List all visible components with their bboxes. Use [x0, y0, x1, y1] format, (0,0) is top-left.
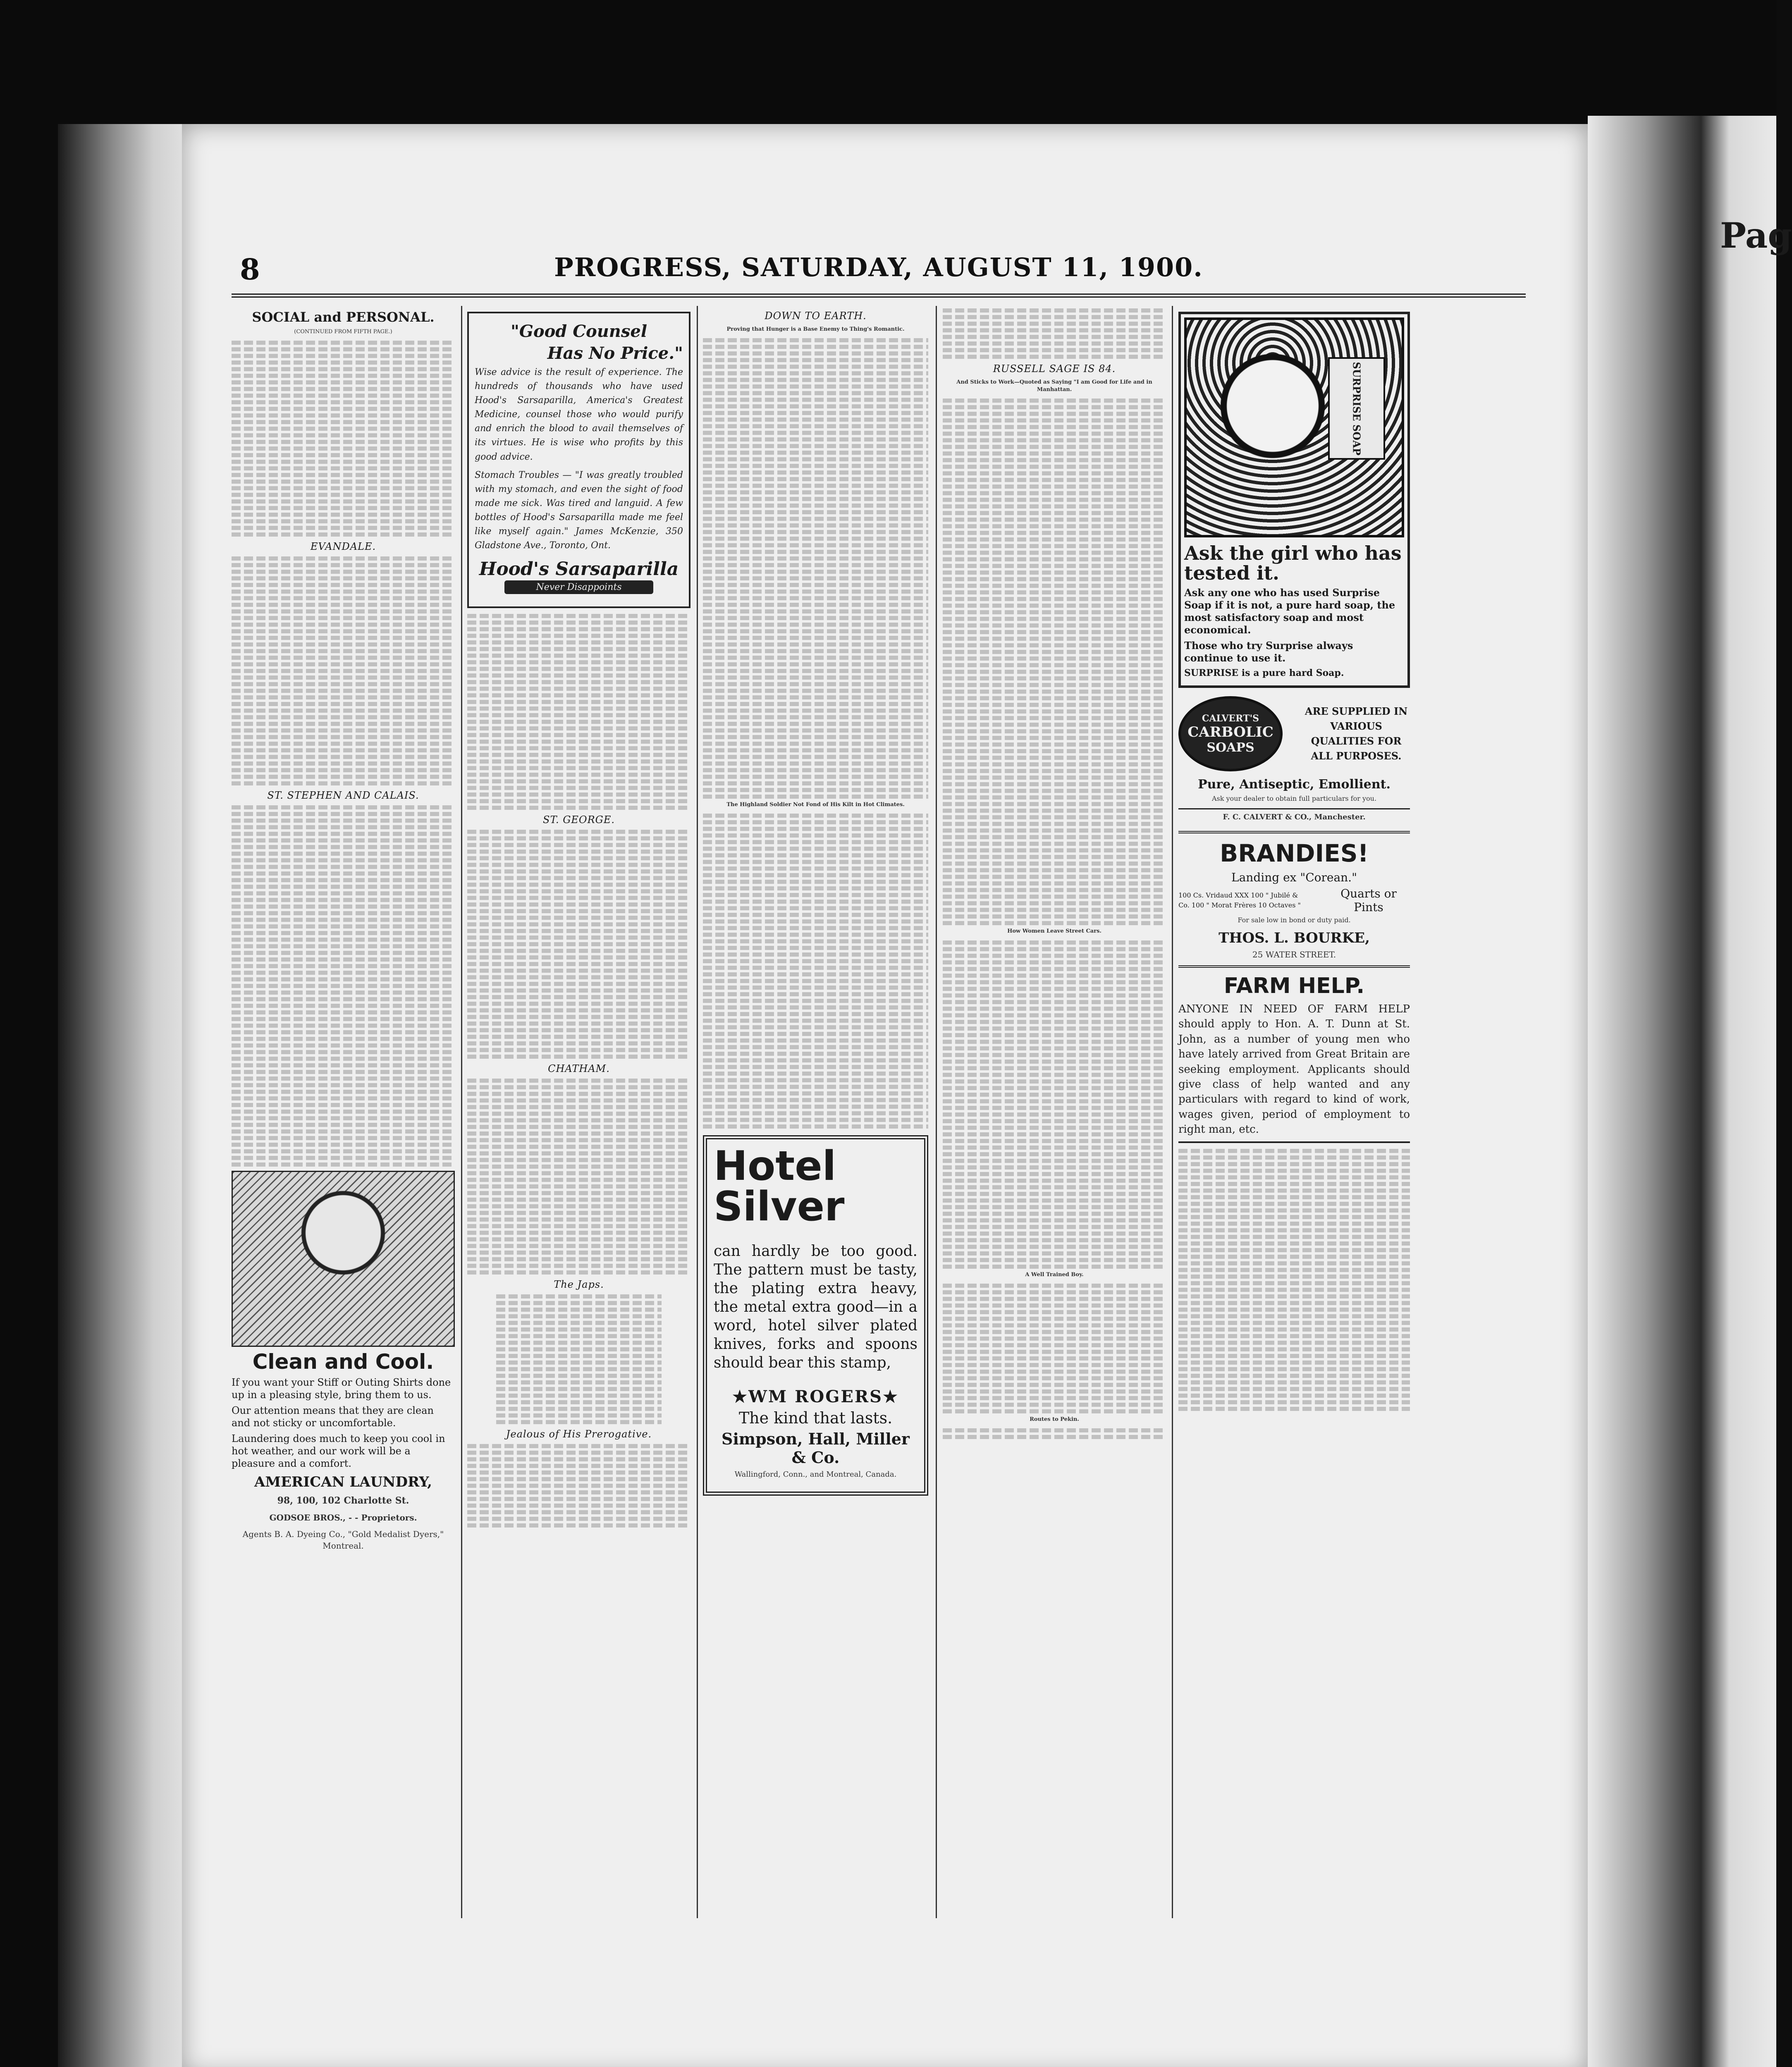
page-number: 8: [240, 252, 260, 286]
column-rule: [461, 306, 462, 1918]
article-subheading: And Sticks to Work—Quoted as Saying "I am Good for Life and in Manhattan.: [956, 379, 1152, 393]
hotel-silver-company: Simpson, Hall, Miller & Co.: [722, 1430, 910, 1467]
article-text-block: [943, 1428, 1166, 1439]
farm-help-ad: [1178, 965, 1410, 1137]
masthead: [232, 248, 1526, 298]
rogers-stamp: ★WM ROGERS★: [732, 1387, 899, 1407]
hoods-logo: Hood's Sarsaparilla: [479, 559, 679, 580]
scan-binding-right: [1588, 116, 1776, 2067]
laundry-proprietors: GODSOE BROS., - - Proprietors.: [269, 1513, 417, 1523]
laundry-illustration: [232, 1171, 455, 1347]
calvert-tagline: Pure, Antiseptic, Emollient.: [1198, 777, 1391, 792]
article-text-block: [467, 614, 691, 810]
article-heading-street-cars: How Women Leave Street Cars.: [1007, 928, 1101, 935]
soap-box-icon: [1328, 357, 1385, 460]
article-heading: RUSSELL SAGE IS 84.: [993, 363, 1116, 375]
page-content: [232, 248, 1526, 1935]
laundry-ad-body: Our attention means that they are clean and not sticky or uncomfortable.: [232, 1404, 434, 1429]
column-rule: [936, 306, 937, 1918]
soap-box-label: SURPRISE SOAP: [1350, 361, 1363, 456]
hoods-ad-testimonial: Stomach Troubles — "I was greatly troubled with my stomach, and even the sight of food made me sick. Was tired and languid. A few bottles of Hood's Sarsaparilla made me feel like myself again." James McKenzie, 350 Gladstone Ave., Toronto, Ont.: [475, 470, 683, 551]
calvert-logo: [1178, 696, 1283, 771]
newspaper-page: [182, 124, 1588, 2067]
article-text-block: [467, 830, 691, 1059]
column-rule: [1172, 306, 1173, 1918]
brandies-note: For sale low in bond or duty paid.: [1238, 916, 1351, 924]
brandies-quantity: Quarts or Pints: [1340, 886, 1397, 914]
hoods-logo-tagline: Never Disappoints: [504, 580, 654, 594]
surprise-soap-footer: SURPRISE is a pure hard Soap.: [1184, 667, 1344, 678]
article-text-block: [232, 805, 455, 1167]
article-text-block: [232, 556, 455, 785]
section-subheading: (CONTINUED FROM FIFTH PAGE.): [294, 329, 392, 335]
section-heading-jealous: Jealous of His Prerogative.: [506, 1428, 652, 1440]
column-rule: [697, 306, 698, 1918]
laundry-ad-title: Clean and Cool.: [252, 1350, 434, 1374]
article-heading: DOWN TO EARTH.: [765, 310, 867, 322]
poem-text-block: [467, 1294, 691, 1424]
hotel-silver-location: Wallingford, Conn., and Montreal, Canada.: [734, 1470, 897, 1479]
article-text-block: [467, 1079, 691, 1275]
column-ads: [1178, 306, 1410, 1918]
surprise-soap-body: Ask any one who has used Surprise Soap if it is not, a pure hard soap, the most satisfactory soap and most economical.: [1184, 586, 1395, 636]
hoods-sarsaparilla-ad: [467, 312, 691, 608]
brandies-list: 100 Cs. Vridaud XXX 100 " Jubilé & Co. 100 " Morat Frères 10 Octaves ": [1178, 891, 1301, 909]
calvert-side-text: ARE SUPPLIED IN VARIOUS QUALITIES FOR ALL PURPOSES.: [1305, 705, 1408, 762]
calvert-note: Ask your dealer to obtain full particulars for you.: [1211, 795, 1377, 803]
section-heading-the-japs: The Japs.: [554, 1279, 604, 1291]
section-heading-st-stephen: ST. STEPHEN AND CALAIS.: [267, 790, 419, 802]
section-heading-evandale: EVANDALE.: [310, 541, 376, 553]
section-heading: SOCIAL and PERSONAL.: [252, 309, 435, 325]
brandies-ad: [1178, 831, 1410, 960]
article-text-block: [943, 940, 1166, 1269]
article-text-block: [943, 308, 1166, 359]
laundry-address: 98, 100, 102 Charlotte St.: [277, 1495, 409, 1506]
next-page-title: Pag: [1720, 215, 1792, 256]
article-heading-routes-pekin: Routes to Pekin.: [1030, 1416, 1079, 1423]
calvert-logo-mid: CARBOLIC: [1187, 723, 1274, 740]
farm-help-title: FARM HELP.: [1223, 974, 1365, 999]
laundry-agents: Agents B. A. Dyeing Co., "Gold Medalist Dyers," Montreal.: [242, 1529, 444, 1551]
calvert-soap-ad: [1178, 696, 1410, 823]
laundry-name: AMERICAN LAUNDRY,: [254, 1473, 432, 1490]
masthead-title: PROGRESS, SATURDAY, AUGUST 11, 1900.: [554, 252, 1203, 282]
column-hoods-ad: [467, 306, 691, 1918]
section-heading-chatham: CHATHAM.: [548, 1063, 610, 1075]
article-heading-trained-boy: A Well Trained Boy.: [1025, 1271, 1084, 1278]
calvert-logo-bot: SOAPS: [1207, 740, 1254, 755]
hotel-silver-ad: [703, 1135, 928, 1495]
surprise-soap-ad: [1178, 312, 1410, 688]
article-text-block: [703, 338, 928, 799]
bourke-address: 25 WATER STREET.: [1252, 950, 1336, 960]
article-text-block: [467, 1444, 691, 1528]
article-text-block: [943, 399, 1166, 925]
surprise-soap-body: Those who try Surprise always continue to use it.: [1184, 639, 1353, 664]
article-heading-highland: The Highland Soldier Not Fond of His Kilt in Hot Climates.: [726, 802, 905, 808]
hotel-silver-tagline: The kind that lasts.: [738, 1409, 893, 1427]
bourke-name: THOS. L. BOURKE,: [1219, 930, 1370, 947]
article-text-block: [703, 814, 928, 1129]
column-down-to-earth: [703, 306, 928, 1918]
scan-binding-left: [58, 124, 194, 2067]
surprise-soap-headline: Ask the girl who has tested it.: [1184, 542, 1402, 585]
column-russell-sage: [943, 306, 1166, 1918]
calvert-company: F. C. CALVERT & CO., Manchester.: [1178, 808, 1410, 822]
column-social-personal: [232, 306, 455, 1918]
brandies-subtitle: Landing ex "Corean.": [1231, 870, 1357, 884]
section-heading-st-george: ST. GEORGE.: [543, 814, 615, 826]
article-subheading: Proving that Hunger is a Base Enemy to Thing's Romantic.: [726, 326, 905, 332]
hotel-silver-body: can hardly be too good. The pattern must be tasty, the plating extra heavy, the metal extra good—in a word, hotel silver plated knives, forks and spoons should bear this stamp,: [714, 1243, 918, 1372]
farm-help-body: ANYONE IN NEED OF FARM HELP should apply to Hon. A. T. Dunn at St. John, as a number of young men who have lately arrived from Great Britain are seeking employment. Applicants should give class of help wanted and any particulars with regard to kind of work, wages given, period of employment to right man, etc.: [1178, 1003, 1410, 1136]
brandies-title: BRANDIES!: [1220, 839, 1369, 867]
hoods-ad-body: Wise advice is the result of experience. The hundreds of thousands who have used Hood's Sarsaparilla, America's Greatest Medicine, counsel those who would purify and enrich the blood to avail themselves of its virtues. He is wise who profits by this good advice.: [475, 367, 683, 462]
laundry-ad-body: Laundering does much to keep you cool in hot weather, and our work will be a pleasure and a comfort.: [232, 1432, 445, 1469]
surprise-soap-illustration: [1184, 317, 1404, 537]
laundry-ad-body: If you want your Stiff or Outing Shirts done up in a pleasing style, bring them to us.: [232, 1376, 451, 1401]
hoods-ad-heading: "Good Counsel: [510, 322, 648, 341]
calvert-logo-top: CALVERT'S: [1202, 713, 1259, 724]
hoods-ad-heading: Has No Price.": [547, 344, 683, 363]
article-text-block: [943, 1284, 1166, 1413]
article-text-block: [232, 341, 455, 537]
hotel-silver-title: Hotel Silver: [714, 1143, 845, 1231]
article-text-block: [1178, 1141, 1410, 1411]
